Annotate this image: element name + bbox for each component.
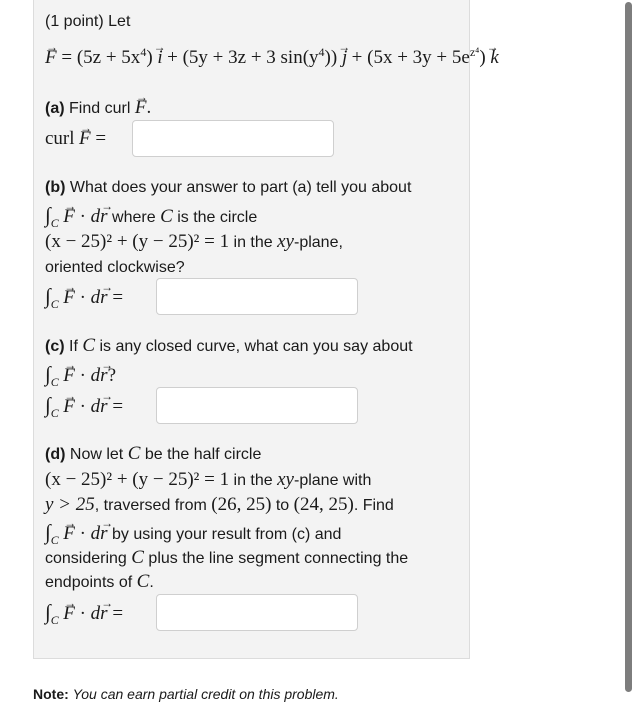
part-d-period: . [149,574,154,591]
part-c-text: is any closed curve, what can you say about [99,338,413,355]
part-b-orientation: oriented clockwise? [45,259,185,276]
part-d-plane-end: -plane with [293,472,372,489]
part-d-label: (d) [45,446,66,463]
part-c-answer-input[interactable] [156,387,358,424]
part-d-half-circle: be the half circle [144,446,262,463]
part-d-now-let: Now let [69,446,124,463]
part-d-using-c: by using your result from (c) and [112,526,342,543]
part-d-c3: C [136,571,150,592]
part-d-line3 [45,495,394,516]
part-b-line3 [45,232,343,253]
k-exponent: z⁴ [469,45,480,59]
vector-field-definition: → $F = (5z + 5x^4)\to i + (5y + 3z + 3$ $\sin(y^4))\to j + (5x + 3y + 5e^{z^4})\to k$ [45,42,499,69]
part-b-plane: xy [277,231,294,252]
part-d-to: to [275,497,290,514]
part-b-where: where [112,209,156,226]
part-b-in-the: in the [233,234,273,251]
part-d-plane: xy [277,469,294,490]
part-a-answer-row: curl → F = [45,129,106,150]
part-d-line2 [45,470,371,491]
part-d-segment: plus the line segment connecting the [148,550,409,567]
part-d-endpoints: endpoints of [45,574,133,591]
part-b-equation: (x − 25)² + (y − 25)² = 1 [45,231,230,252]
part-b-circle: is the circle [177,209,258,226]
part-d-condition: y > 25 [45,494,95,515]
note-label: Note: [33,686,69,702]
part-d-find: . Find [353,497,394,514]
part-d-answer-row: $\int_C \to F \cdot d\to r$ = [45,602,123,630]
scrollbar[interactable] [624,0,636,700]
part-b-line4 [45,258,185,278]
scrollbar-thumb[interactable] [625,2,632,692]
part-a-question: (a) Find curl → F. [45,98,151,119]
part-d-line5 [45,548,408,569]
part-c-if: If [69,338,78,355]
note-text: You can earn partial credit on this problem. [72,686,339,702]
i-exponent: 4 [140,45,147,59]
j-close: )) [324,47,338,68]
part-d-line6 [45,572,154,593]
part-b-plane-end: -plane, [293,234,343,251]
part-d-line4: $\int_C \to F \cdot d\to r$ by using your result from (c) and [45,522,341,550]
curl-label: curl [45,128,75,149]
part-d-traversed: , traversed from [94,497,207,514]
F-vector: → F [45,48,57,68]
i-close: ) [146,47,153,68]
i-component: (5z + 5x [76,47,141,68]
k-hat: → k [486,48,499,68]
part-d-answer-input[interactable] [156,594,358,631]
part-d-equation: (x − 25)² + (y − 25)² = 1 [45,469,230,490]
part-d-in-the: in the [233,472,273,489]
part-b-text1: What does your answer to part (a) tell you about [69,179,412,196]
part-c-c: C [82,335,96,356]
part-c-line2: $\int_C \to F \cdot d\to r$? [45,364,116,392]
part-d-line1 [45,444,261,465]
k-component: + (5x + 3y + 5e [351,47,470,68]
part-d-to-point: (24, 25) [293,494,354,515]
part-d-c: C [127,443,141,464]
part-c-line1 [45,336,413,357]
part-b-label: (b) [45,179,66,196]
part-c-question-mark: ? [107,365,117,386]
part-c-answer-row: $\int_C \to F \cdot d\to r$ = [45,395,123,423]
part-b-c: C [160,206,173,227]
problem-header [45,12,130,32]
k-close: ) [479,47,486,68]
part-a-text: Find curl [69,100,131,117]
part-d-considering: considering [45,550,127,567]
j-component: + (5y + 3z + 3 sin(y [167,47,319,68]
i-hat: → i [153,48,163,68]
part-a-label: (a) [45,100,65,117]
part-b-line2: $\int_C \to F \cdot d\to r$ where C is the circle [45,205,257,233]
curl-answer-input[interactable] [132,120,334,157]
j-exponent: 4 [318,45,325,59]
part-b-line1 [45,178,411,198]
points-label: (1 point) Let [45,13,131,30]
part-d-from-point: (26, 25) [211,494,272,515]
part-b-answer-row: $\int_C \to F \cdot d\to r$ = [45,286,123,314]
part-b-answer-input[interactable] [156,278,358,315]
part-c-label: (c) [45,338,65,355]
part-d-c2: C [131,547,144,568]
j-hat: → j [337,48,347,68]
